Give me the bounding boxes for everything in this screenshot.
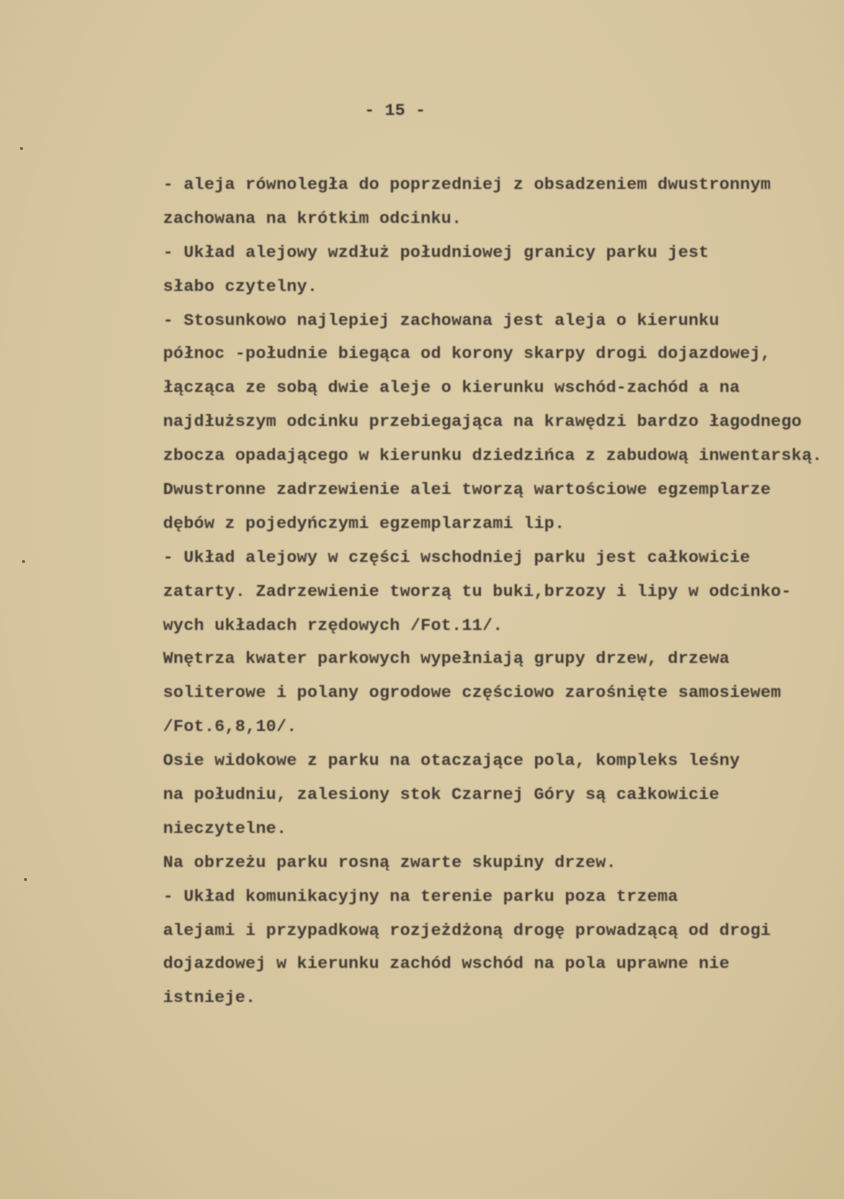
paper-speck	[24, 878, 27, 881]
text-line: - aleja równoległa do poprzedniej z obsadzeniem dwustronnym	[163, 176, 771, 195]
text-line: najdłuższym odcinku przebiegająca na krawędzi bardzo łagodnego	[163, 413, 802, 433]
text-line: zatarty. Zadrzewienie tworzą tu buki,brzozy i lipy w odcinko-	[163, 582, 792, 602]
text-line: soliterowe i polany ogrodowe częściowo zarośnięte samosiewem	[163, 684, 782, 704]
text-line: zachowana na krótkim odcinku.	[163, 209, 462, 229]
body-text	[163, 174, 822, 1021]
text-line: alejami i przypadkową rozjeżdżoną drogę prowadzącą od drogi	[163, 921, 771, 941]
text-line: dojazdowej w kierunku zachód wschód na pola uprawne nie	[163, 955, 730, 975]
text-line: - Układ alejowy wzdłuż południowej granicy parku jest	[163, 243, 709, 263]
text-line: Na obrzeżu parku rosną zwarte skupiny drzew.	[163, 853, 617, 873]
text-line: Wnętrza kwater parkowych wypełniają grupy drzew, drzewa	[163, 650, 730, 670]
text-line: łącząca ze sobą dwie aleje o kierunku wschód-zachód a na	[163, 379, 740, 399]
text-line: wych układach rzędowych /Fot.11/.	[163, 616, 503, 636]
text-line: nieczytelne.	[163, 819, 287, 839]
text-line: istnieje.	[163, 989, 256, 1009]
text-line: słabo czytelny.	[163, 277, 318, 297]
text-line: - Układ alejowy w części wschodniej parku jest całkowicie	[163, 548, 751, 568]
text-line: /Fot.6,8,10/.	[163, 718, 297, 738]
text-line: dębów z pojedyńczymi egzemplarzami lip.	[163, 514, 565, 534]
paper-speck	[20, 147, 23, 150]
text-line: Dwustronne zadrzewienie alei tworzą wartościowe egzemplarze	[163, 481, 771, 501]
text-line: Osie widokowe z parku na otaczające pola, kompleks leśny	[163, 752, 740, 772]
paper-speck	[22, 560, 25, 563]
text-line: północ -południe biegąca od korony skarpy drogi dojazdowej,	[163, 345, 771, 365]
text-line: - Układ komunikacyjny na terenie parku poza trzema	[163, 887, 679, 907]
text-line: zbocza opadającego w kierunku dziedzińca z zabudową inwentarską.	[163, 447, 823, 467]
page-number: - 15 -	[364, 102, 426, 121]
text-line: - Stosunkowo najlepiej zachowana jest aleja o kierunku	[163, 311, 720, 331]
text-line: na południu, zalesiony stok Czarnej Góry są całkowicie	[163, 786, 720, 806]
